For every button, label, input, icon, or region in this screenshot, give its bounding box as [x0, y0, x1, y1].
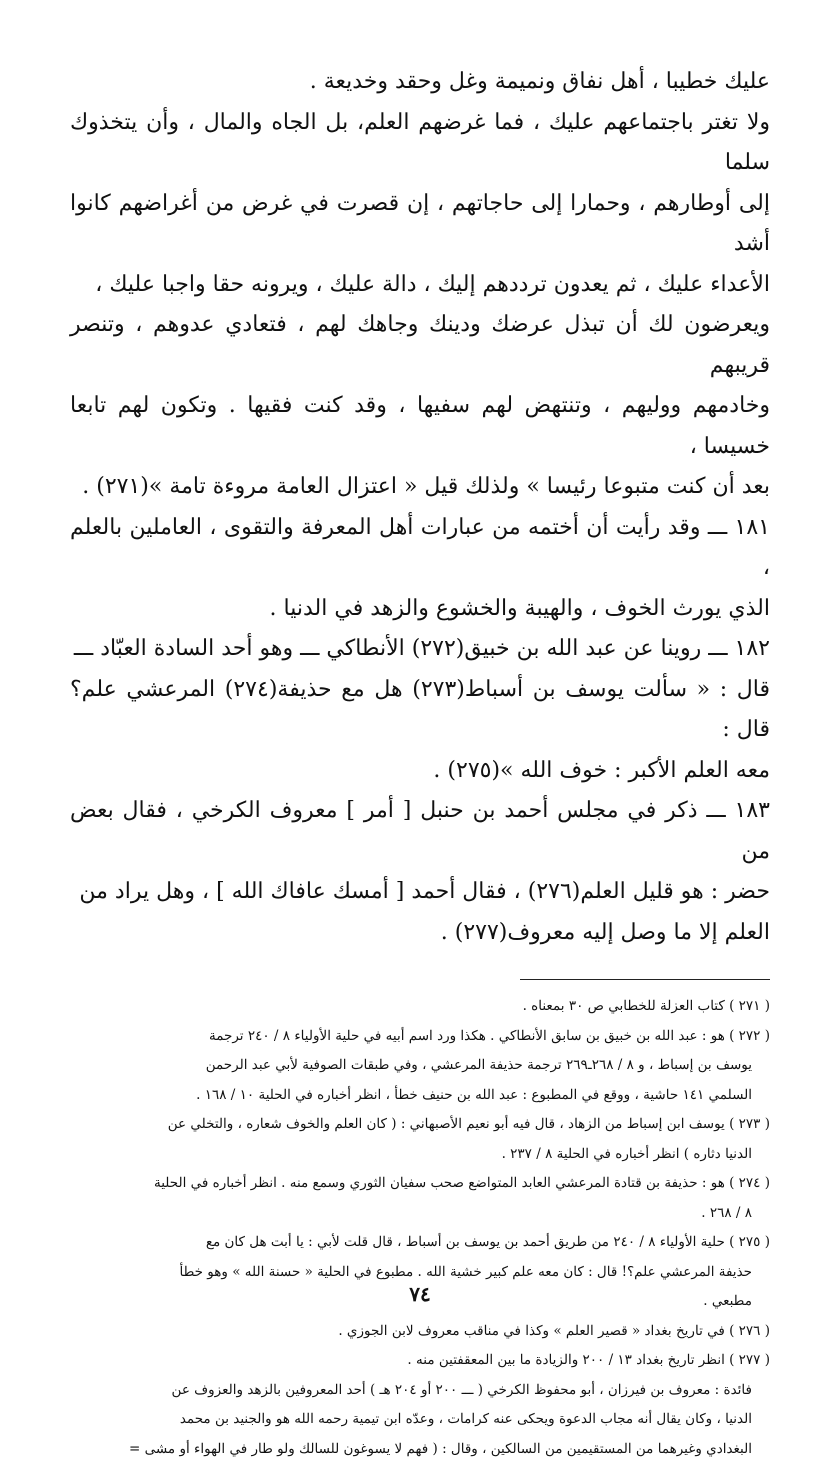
- footnote-line: ٨ / ٢٦٨ .: [70, 1199, 770, 1229]
- footnotes: [70, 992, 770, 1464]
- footnote-benefit: فائدة : معروف بن فيرزان ، أبو محفوظ الكرخي ( ـــ ٢٠٠ أو ٢٠٤ هـ ) أحد المعروفين بالزهد والعزوف عن: [70, 1376, 770, 1406]
- body-line: الذي يورث الخوف ، والهيبة والخشوع والزهد في الدنيا .: [70, 589, 770, 630]
- footnote-line: البغدادي وغيرهما من المستقيمين من السالكين ، وقال : ( فهم لا يسوغون للسالك ولو طار في الهواء أو مشى =: [70, 1435, 770, 1464]
- footnote-line: الدنيا ، وكان يقال أنه مجاب الدعوة ويحكى عنه كرامات ، وعدّه ابن تيمية رحمه الله هو والجنيد بن محمد: [70, 1405, 770, 1435]
- page-number: ٧٤: [0, 1282, 840, 1306]
- footnote-line: الدنيا دثاره ) انظر أخباره في الحلية ٨ / ٢٣٧ .: [70, 1140, 770, 1170]
- paragraph-182-line: ١٨٢ ـــ روينا عن عبد الله بن خبيق(٢٧٢) الأنطاكي ـــ وهو أحد السادة العبّاد ـــ: [70, 629, 770, 670]
- footnote-274: ( ٢٧٤ ) هو : حذيفة بن قتادة المرعشي العابد المتواضع صحب سفيان الثوري وسمع منه . انظر أخباره في الحلية: [70, 1169, 770, 1199]
- body-line: الأعداء عليك ، ثم يعدون ترددهم إليك ، دالة عليك ، ويرونه حقا واجبا عليك ،: [70, 265, 770, 306]
- footnote-line: السلمي ١٤١ حاشية ، ووقع في المطبوع : عبد الله بن حنيف خطأ ، انظر أخباره في الحلية ١٠ / ١٦٨ .: [70, 1081, 770, 1111]
- footnote-277: ( ٢٧٧ ) انظر تاريخ بغداد ١٣ / ٢٠٠ والزيادة ما بين المعقفتين منه .: [70, 1346, 770, 1376]
- body-line: معه العلم الأكبر : خوف الله »(٢٧٥) .: [70, 751, 770, 792]
- body-line: إلى أوطارهم ، وحمارا إلى حاجاتهم ، إن قصرت في غرض من أغراضهم كانوا أشد: [70, 184, 770, 265]
- footnote-273: ( ٢٧٣ ) يوسف ابن إسباط من الزهاد ، قال فيه أبو نعيم الأصبهاني : ( كان العلم والخوف شعاره ، والتخلي عن: [70, 1110, 770, 1140]
- main-text: [70, 62, 770, 953]
- body-line: العلم إلا ما وصل إليه معروف(٢٧٧) .: [70, 913, 770, 954]
- body-line: بعد أن كنت متبوعا رئيسا » ولذلك قيل « اعتزال العامة مروءة تامة »(٢٧١) .: [70, 467, 770, 508]
- body-line: حضر : هو قليل العلم(٢٧٦) ، فقال أحمد [ أمسك عافاك الله ] ، وهل يراد من: [70, 872, 770, 913]
- body-line: قال : « سألت يوسف بن أسباط(٢٧٣) هل مع حذيفة(٢٧٤) المرعشي علم؟ قال :: [70, 670, 770, 751]
- paragraph-181-line: ١٨١ ـــ وقد رأيت أن أختمه من عبارات أهل المعرفة والتقوى ، العاملين بالعلم ،: [70, 508, 770, 589]
- footnote-line: حذيفة المرعشي علم؟! قال : كان معه علم كبير خشية الله . مطبوع في الحلية « حسنة الله » وهو خطأ: [70, 1258, 770, 1288]
- footnote-272: ( ٢٧٢ ) هو : عبد الله بن خبيق بن سابق الأنطاكي . هكذا ورد اسم أبيه في حلية الأولياء ٨ / ٢٤٠ ترجمة: [70, 1022, 770, 1052]
- footnote-275: ( ٢٧٥ ) حلية الأولياء ٨ / ٢٤٠ من طريق أحمد بن يوسف بن أسباط ، قال قلت لأبي : يا أبت هل كان مع: [70, 1228, 770, 1258]
- paragraph-183-line: ١٨٣ ـــ ذكر في مجلس أحمد بن حنبل [ أمر ] معروف الكرخي ، فقال بعض من: [70, 791, 770, 872]
- footnote-line: مطبعي .: [70, 1287, 770, 1317]
- body-line: ويعرضون لك أن تبذل عرضك ودينك وجاهك لهم ، فتعادي عدوهم ، وتنصر قريبهم: [70, 305, 770, 386]
- footnote-line: يوسف بن إسباط ، و ٨ / ٢٦٨ـ٢٦٩ ترجمة حذيفة المرعشي ، وفي طبقات الصوفية لأبي عبد الرحمن: [70, 1051, 770, 1081]
- footnote-276: ( ٢٧٦ ) في تاريخ بغداد « قصير العلم » وكذا في مناقب معروف لابن الجوزي .: [70, 1317, 770, 1347]
- footnote-271: ( ٢٧١ ) كتاب العزلة للخطابي ص ٣٠ بمعناه .: [70, 992, 770, 1022]
- body-line: ولا تغتر باجتماعهم عليك ، فما غرضهم العلم، بل الجاه والمال ، وأن يتخذوك سلما: [70, 103, 770, 184]
- footnote-divider: [520, 979, 770, 980]
- body-line: عليك خطيبا ، أهل نفاق ونميمة وغل وحقد وخديعة .: [70, 62, 770, 103]
- body-line: وخادمهم ووليهم ، وتنتهض لهم سفيها ، وقد كنت فقيها . وتكون لهم تابعا خسيسا ،: [70, 386, 770, 467]
